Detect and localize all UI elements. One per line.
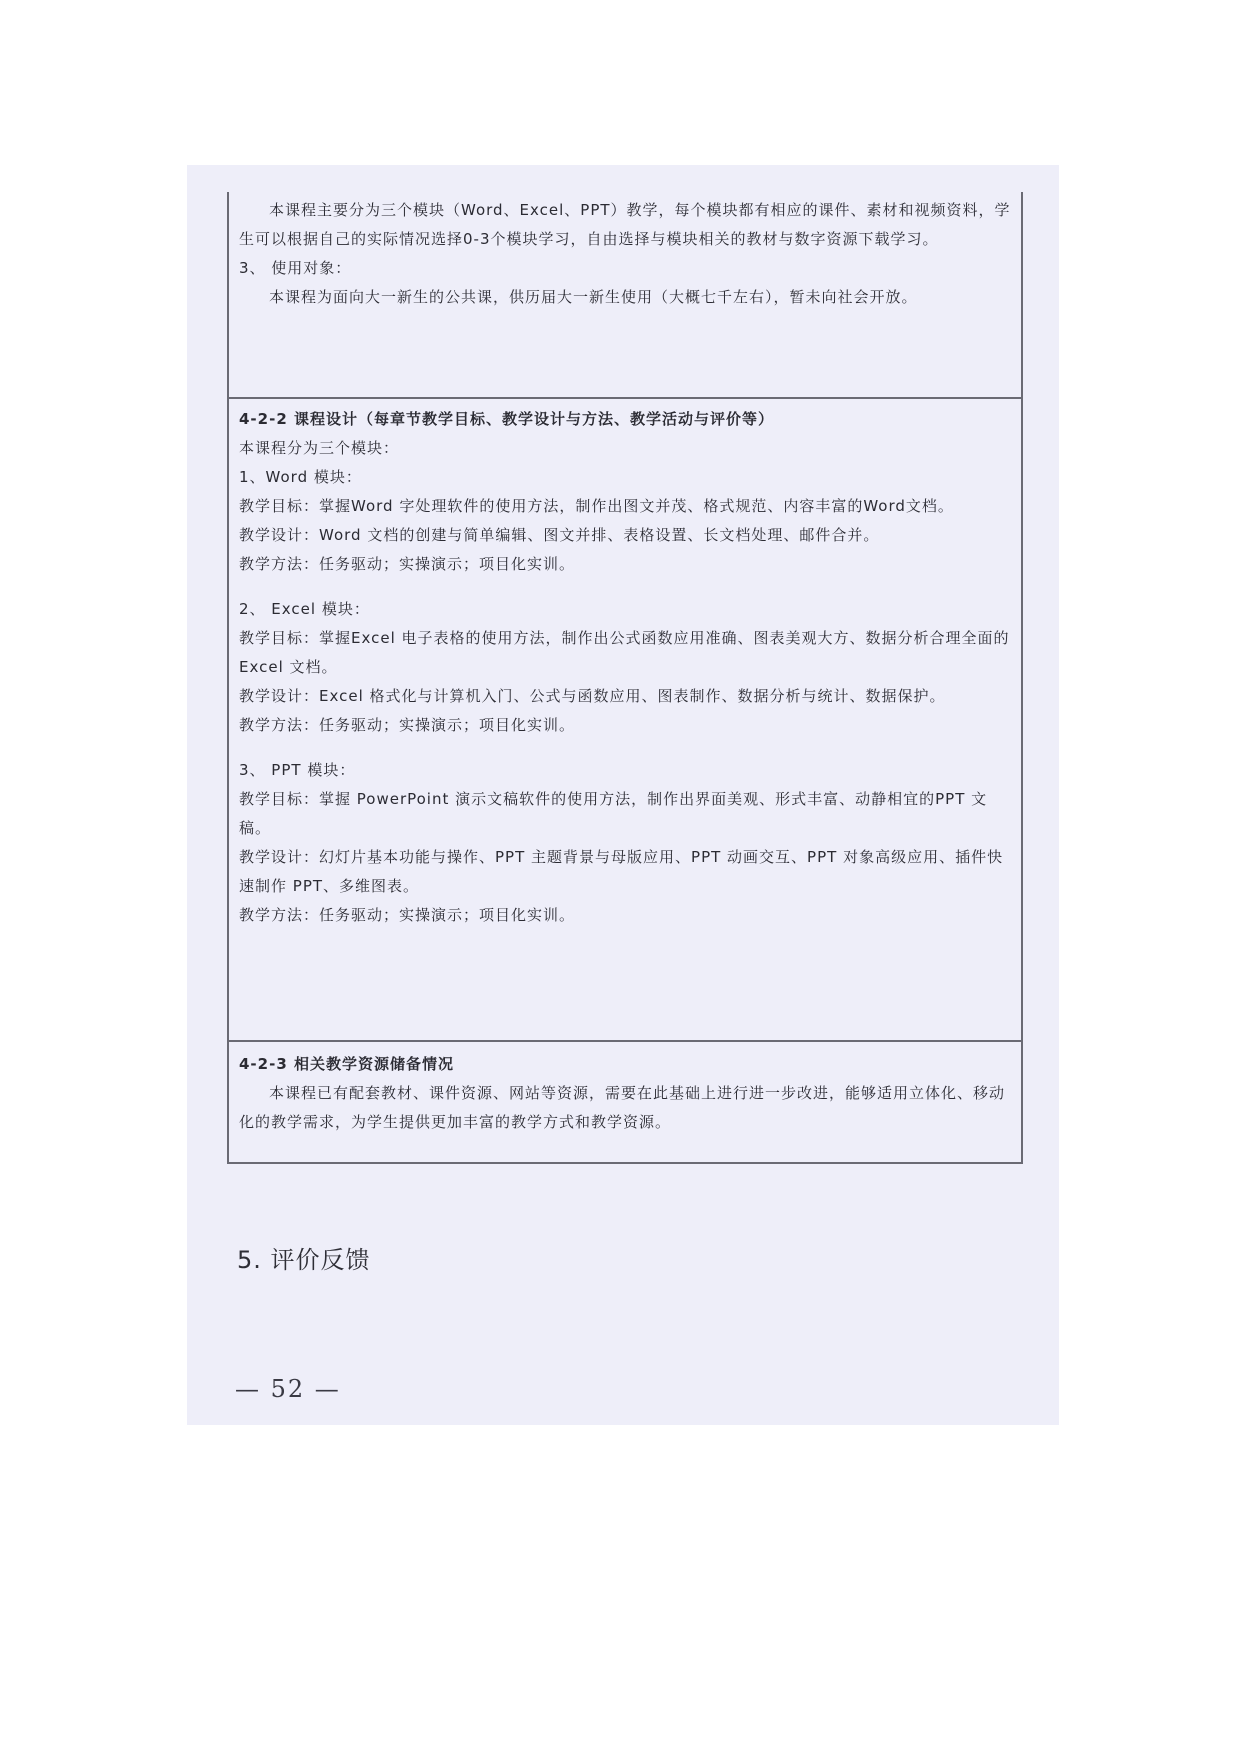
ppt-module-method: 教学方法：任务驱动；实操演示；项目化实训。 [239,906,576,924]
target-audience-paragraph: 本课程为面向大一新生的公共课，供历届大一新生使用（大概七千左右），暂未向社会开放。 [269,288,918,306]
course-table [227,192,1023,1164]
course-design-heading: 4-2-2 课程设计（每章节教学目标、教学设计与方法、教学活动与评价等） [239,410,774,428]
target-audience-heading: 3、 使用对象： [239,259,352,277]
course-design-intro: 本课程分为三个模块： [239,439,400,457]
resources-paragraph: 本课程已有配套教材、课件资源、网站等资源，需要在此基础上进行进一步改进，能够适用立体化、移动化的教学需求，为学生提供更加丰富的教学方式和教学资源。 [239,1084,1006,1131]
module-overview-paragraph: 本课程主要分为三个模块（Word、Excel、PPT）教学，每个模块都有相应的课件、素材和视频资料，学生可以根据自己的实际情况选择0-3个模块学习，自由选择与模块相关的教材与数字资源下载学习。 [239,201,1011,248]
excel-module-design: 教学设计：Excel 格式化与计算机入门、公式与函数应用、图表制作、数据分析与统计、数据保护。 [239,687,946,705]
word-module-design: 教学设计：Word 文档的创建与简单编辑、图文并排、表格设置、长文档处理、邮件合并。 [239,526,880,544]
course-design-cell [229,397,1021,1040]
word-module-goal: 教学目标：掌握Word 字处理软件的使用方法，制作出图文并茂、格式规范、内容丰富的Word文档。 [239,497,954,515]
scanned-page [187,165,1059,1425]
word-module-method: 教学方法：任务驱动；实操演示；项目化实训。 [239,555,576,573]
page-number: — 52 — [235,1375,341,1403]
resources-cell [229,1040,1021,1162]
word-module-title: 1、Word 模块： [239,468,362,486]
excel-module-goal: 教学目标：掌握Excel 电子表格的使用方法，制作出公式函数应用准确、图表美观大方、数据分析合理全面的Excel 文档。 [239,629,1010,676]
excel-module-title: 2、 Excel 模块： [239,600,370,618]
ppt-module-goal: 教学目标：掌握 PowerPoint 演示文稿软件的使用方法，制作出界面美观、形式丰富、动静相宜的PPT 文稿。 [239,790,988,837]
course-intro-cell [229,192,1021,397]
ppt-module-design: 教学设计：幻灯片基本功能与操作、PPT 主题背景与母版应用、PPT 动画交互、PPT 对象高级应用、插件快速制作 PPT、多维图表。 [239,848,1004,895]
spacer [239,740,1011,756]
section-heading: 5. 评价反馈 [237,1246,371,1274]
resources-heading: 4-2-3 相关教学资源储备情况 [239,1055,454,1073]
ppt-module-title: 3、 PPT 模块： [239,761,356,779]
spacer [239,579,1011,595]
excel-module-method: 教学方法：任务驱动；实操演示；项目化实训。 [239,716,576,734]
